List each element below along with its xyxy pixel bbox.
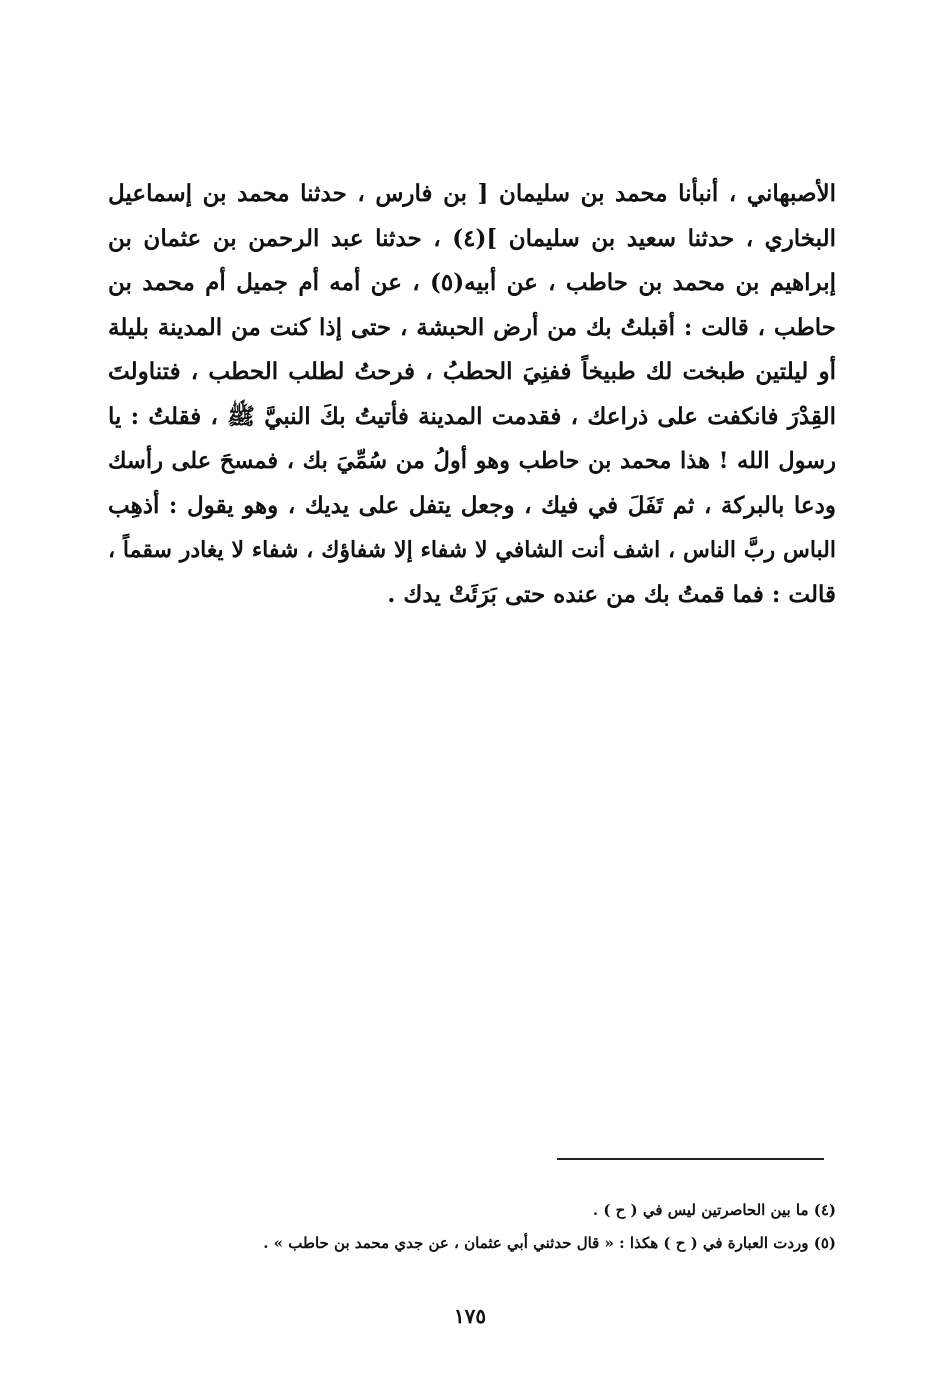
text-line-2: البخاري ، حدثنا سعيد بن سليمان ](٤) ، حدثنا عبد الرحمن بن عثمان بن: [108, 224, 836, 252]
text-line-1: الأصبهاني ، أنبأنا محمد بن سليمان [ بن فارس ، حدثنا محمد بن إسماعيل: [108, 180, 836, 207]
text-line-9: الباس ربَّ الناس ، اشف أنت الشافي لا شفاء إلا شفاؤك ، شفاء لا يغادر سقماً ،: [108, 537, 836, 563]
footnote-4: (٤) ما بين الحاصرتين ليس في ( ح ) .: [592, 1201, 836, 1219]
page-number: ١٧٥: [453, 1304, 487, 1328]
text-line-5: أو ليلتين طبخت لك طبيخاً ففنِيَ الحطبُ ، فرحتُ لطلب الحطب ، فتناولتَ: [108, 358, 836, 385]
text-line-8: ودعا بالبركة ، ثم تَفَلَ في فيك ، وجعل يتفل على يديك ، وهو يقول : أذهِب: [108, 491, 836, 519]
text-line-4: حاطب ، قالت : أقبلتُ بك من أرض الحبشة ، حتى إذا كنت من المدينة بليلة: [108, 313, 836, 341]
footnote-separator: [557, 1158, 824, 1160]
main-text: [108, 172, 836, 617]
footnotes: [108, 1194, 836, 1260]
text-line-6: القِدْرَ فانكفت على ذراعك ، فقدمت المدينة فأتيتُ بكَ النبيَّ ﷺ ، فقلتُ : يا: [108, 402, 836, 430]
footnote-5: (٥) وردت العبارة في ( ح ) هكذا : « قال حدثني أبي عثمان ، عن جدي محمد بن حاطب » .: [263, 1234, 836, 1252]
text-line-7: رسول الله ! هذا محمد بن حاطب وهو أولُ من سُمِّيَ بك ، فمسحَ على رأسك: [108, 448, 836, 474]
text-line-10: قالت : فما قمتُ بك من عنده حتى بَرَئَتْ يدك .: [387, 580, 836, 608]
text-line-3: إبراهيم بن محمد بن حاطب ، عن أبيه(٥) ، عن أمه أم جميل أم محمد بن: [108, 269, 837, 296]
